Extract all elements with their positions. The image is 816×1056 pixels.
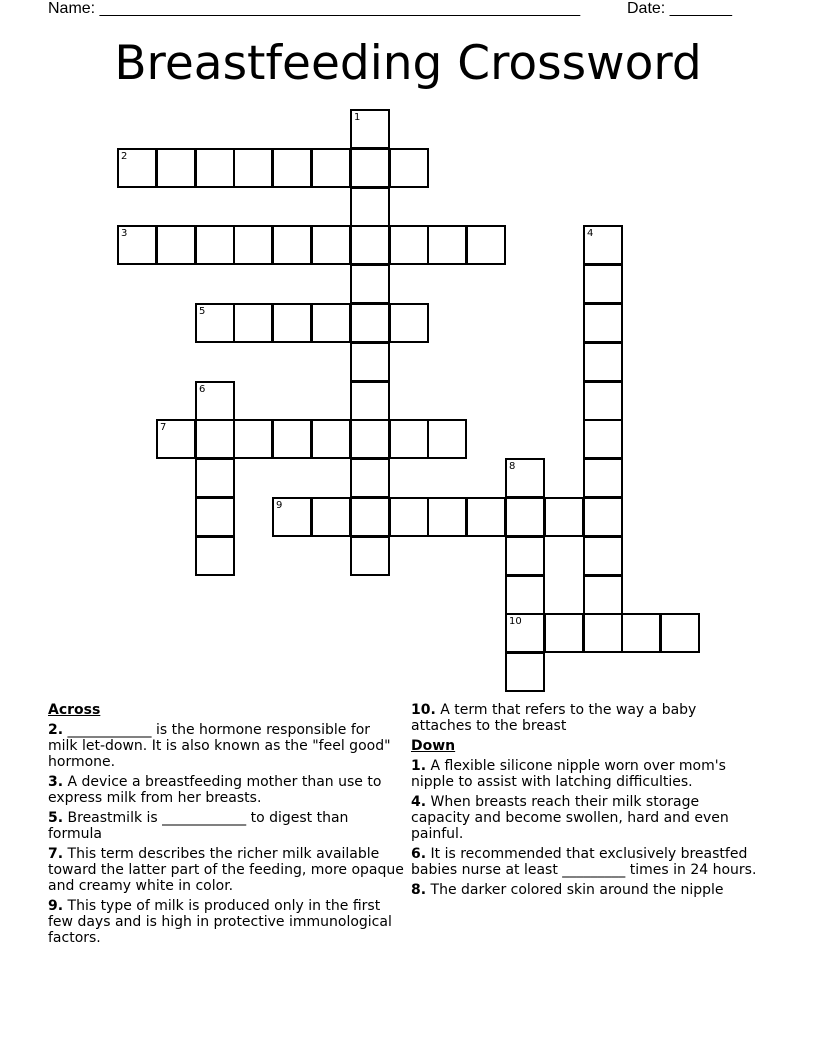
grid-cell[interactable] — [350, 342, 390, 382]
grid-cell[interactable] — [505, 536, 545, 576]
grid-cell[interactable] — [505, 575, 545, 615]
grid-cell[interactable] — [583, 342, 623, 382]
clue-text: A flexible silicone nipple worn over mom's nipple to assist with latching difficulties. — [411, 758, 726, 790]
grid-cell[interactable] — [544, 613, 584, 653]
grid-cell[interactable] — [350, 303, 390, 343]
clue-number: 5. — [48, 810, 64, 826]
grid-cell[interactable] — [427, 419, 467, 459]
clue-text: A device a breastfeeding mother than use to express milk from her breasts. — [48, 774, 382, 806]
grid-cell[interactable] — [583, 264, 623, 304]
grid-cell[interactable] — [389, 497, 429, 537]
grid-cell[interactable] — [389, 303, 429, 343]
grid-cell[interactable] — [195, 458, 235, 498]
grid-cell[interactable] — [583, 536, 623, 576]
name-field[interactable]: Name: ______________________________________________________ — [48, 0, 581, 17]
down-clue-8 — [411, 882, 761, 898]
grid-cell[interactable] — [350, 264, 390, 304]
cell-number: 1 — [354, 112, 361, 123]
down-clue-1 — [411, 758, 761, 790]
clue-text: A term that refers to the way a baby attaches to the breast — [411, 702, 697, 734]
cell-number: 3 — [121, 228, 128, 239]
clue-number: 10. — [411, 702, 436, 718]
clue-number: 1. — [411, 758, 427, 774]
clue-text: The darker colored skin around the nipple — [426, 882, 724, 898]
grid-cell[interactable] — [272, 419, 312, 459]
page-title: Breastfeeding Crossword — [114, 36, 702, 91]
grid-cell[interactable] — [466, 225, 506, 265]
grid-cell[interactable] — [272, 148, 312, 188]
cell-number: 2 — [121, 151, 128, 162]
grid-cell[interactable] — [583, 575, 623, 615]
grid-cell[interactable] — [389, 148, 429, 188]
grid-cell[interactable] — [350, 109, 390, 149]
grid-cell[interactable] — [156, 419, 196, 459]
cell-number: 8 — [509, 461, 516, 472]
clue-number: 2. — [48, 722, 64, 738]
grid-cell[interactable] — [505, 613, 545, 653]
grid-cell[interactable] — [195, 419, 235, 459]
grid-cell[interactable] — [195, 536, 235, 576]
grid-cell[interactable] — [350, 419, 390, 459]
clue-number: 4. — [411, 794, 427, 810]
grid-cell[interactable] — [505, 652, 545, 692]
cell-number: 6 — [199, 384, 206, 395]
cell-number: 4 — [587, 228, 594, 239]
down-heading: Down — [411, 738, 456, 754]
clue-text: Breastmilk is ____________ to digest than formula — [48, 810, 349, 842]
grid-cell[interactable] — [156, 148, 196, 188]
grid-cell[interactable] — [583, 497, 623, 537]
grid-cell[interactable] — [156, 225, 196, 265]
grid-cell[interactable] — [272, 303, 312, 343]
grid-cell[interactable] — [389, 225, 429, 265]
grid-cell[interactable] — [505, 497, 545, 537]
grid-cell[interactable] — [233, 419, 273, 459]
clue-number: 9. — [48, 898, 64, 914]
cell-number: 9 — [276, 500, 283, 511]
down-clue-6 — [411, 846, 761, 878]
grid-cell[interactable] — [583, 613, 623, 653]
clues-right-column — [411, 702, 761, 902]
grid-cell[interactable] — [544, 497, 584, 537]
grid-cell[interactable] — [350, 381, 390, 421]
grid-cell[interactable] — [350, 187, 390, 227]
clue-number: 3. — [48, 774, 64, 790]
grid-cell[interactable] — [350, 225, 390, 265]
grid-cell[interactable] — [311, 419, 351, 459]
grid-cell[interactable] — [272, 497, 312, 537]
grid-cell[interactable] — [350, 497, 390, 537]
grid-cell[interactable] — [195, 303, 235, 343]
grid-cell[interactable] — [350, 148, 390, 188]
grid-cell[interactable] — [233, 303, 273, 343]
clue-number: 7. — [48, 846, 64, 862]
across-clue-3 — [48, 774, 404, 806]
grid-cell[interactable] — [311, 497, 351, 537]
cell-number: 10 — [509, 616, 522, 627]
grid-cell[interactable] — [389, 419, 429, 459]
clue-text: ____________ is the hormone responsible for milk let-down. It is also known as the "feel good" hormone. — [48, 722, 391, 770]
clue-number: 6. — [411, 846, 427, 862]
grid-cell[interactable] — [195, 225, 235, 265]
grid-cell[interactable] — [621, 613, 661, 653]
grid-cell[interactable] — [583, 458, 623, 498]
grid-cell[interactable] — [350, 458, 390, 498]
across-clue-9 — [48, 898, 404, 946]
across-clue-2 — [48, 722, 404, 770]
grid-cell[interactable] — [233, 148, 273, 188]
cell-number: 7 — [160, 422, 167, 433]
grid-cell[interactable] — [427, 497, 467, 537]
grid-cell[interactable] — [660, 613, 700, 653]
clue-text: When breasts reach their milk storage capacity and become swollen, hard and even painful. — [411, 794, 729, 842]
date-field[interactable]: Date: _______ — [627, 0, 732, 17]
grid-cell[interactable] — [583, 381, 623, 421]
grid-cell[interactable] — [117, 225, 157, 265]
grid-cell[interactable] — [427, 225, 467, 265]
clues-left-column — [48, 702, 404, 950]
grid-cell[interactable] — [195, 381, 235, 421]
grid-cell[interactable] — [311, 225, 351, 265]
cell-number: 5 — [199, 306, 206, 317]
grid-cell[interactable] — [350, 536, 390, 576]
clue-number: 8. — [411, 882, 427, 898]
grid-cell[interactable] — [195, 497, 235, 537]
grid-cell[interactable] — [195, 148, 235, 188]
across-clue-7 — [48, 846, 404, 894]
across-heading: Across — [48, 702, 101, 718]
grid-cell[interactable] — [272, 225, 312, 265]
grid-cell[interactable] — [505, 458, 545, 498]
across-clue-5 — [48, 810, 404, 842]
grid-cell[interactable] — [583, 419, 623, 459]
grid-cell[interactable] — [583, 303, 623, 343]
clue-text: This type of milk is produced only in the first few days and is high in protective immunological factors. — [48, 898, 392, 946]
grid-cell[interactable] — [117, 148, 157, 188]
clue-text: It is recommended that exclusively breastfed babies nurse at least _________ times in 24 hours. — [411, 846, 757, 878]
across-clue-10 — [411, 702, 761, 734]
grid-cell[interactable] — [233, 225, 273, 265]
down-clue-4 — [411, 794, 761, 842]
grid-cell[interactable] — [583, 225, 623, 265]
clue-text: This term describes the richer milk available toward the latter part of the feeding, more opaque and creamy white in color. — [48, 846, 404, 894]
grid-cell[interactable] — [311, 303, 351, 343]
grid-cell[interactable] — [311, 148, 351, 188]
grid-cell[interactable] — [466, 497, 506, 537]
